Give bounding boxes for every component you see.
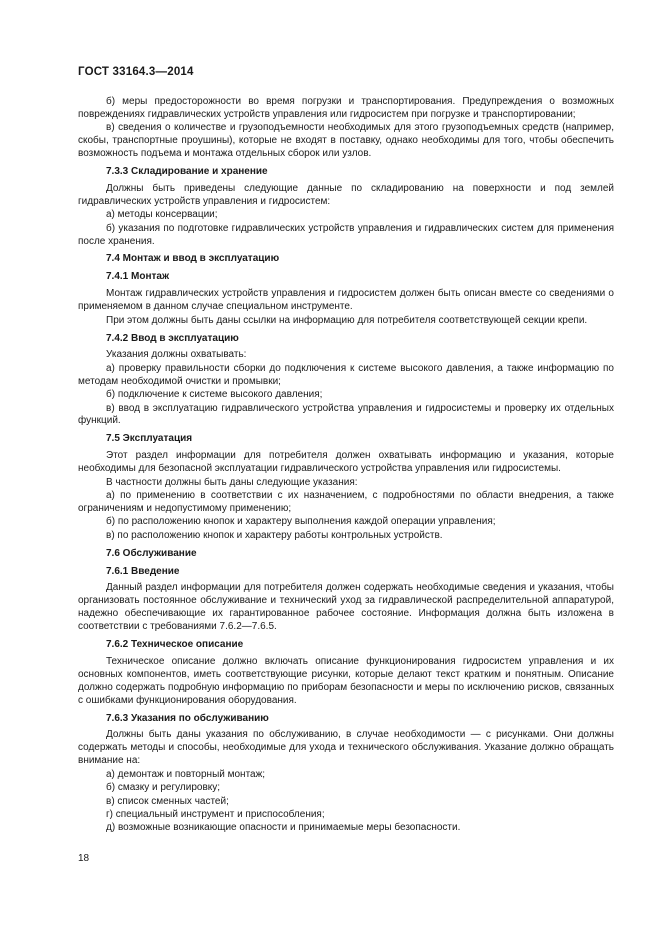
paragraph: а) методы консервации; bbox=[106, 209, 218, 221]
paragraph: а) демонтаж и повторный монтаж; bbox=[106, 768, 266, 780]
document-body bbox=[78, 96, 614, 836]
page-number: 18 bbox=[78, 853, 90, 864]
paragraph: в) список сменных частей; bbox=[106, 795, 229, 807]
paragraph: Должны быть приведены следующие данные по складированию на поверхности и под землей гидравлических устройств управления и гидросистем: bbox=[78, 182, 614, 207]
section-heading: 7.6 Обслуживание bbox=[106, 547, 197, 559]
paragraph: Данный раздел информации для потребителя должен содержать необходимые сведения и указания, чтобы организовать постоянное обслуживание и технический уход за гидравлической распределительной аппаратурой, надежно обеспечивающие их гарантированное рабочее состояние. Информация должна быть изложена в соответствии с требованиями 7.6.2—7.6.5. bbox=[78, 582, 614, 633]
paragraph: а) по применению в соответствии с их назначением, с подробностями по области внедрения, а также ограничениям и недопустимому применению; bbox=[78, 489, 614, 514]
section-heading: 7.6.3 Указания по обслуживанию bbox=[106, 712, 269, 724]
paragraph: В частности должны быть даны следующие указания: bbox=[106, 476, 358, 488]
section-heading: 7.4 Монтаж и ввод в эксплуатацию bbox=[106, 253, 280, 265]
paragraph: б) подключение к системе высокого давления; bbox=[106, 389, 323, 401]
paragraph: При этом должны быть даны ссылки на информацию для потребителя соответствующей секции крепи. bbox=[106, 314, 588, 326]
paragraph: в) по расположению кнопок и характеру работы контрольных устройств. bbox=[106, 529, 443, 541]
paragraph: г) специальный инструмент и приспособления; bbox=[106, 808, 325, 820]
paragraph: Этот раздел информации для потребителя должен охватывать информацию и указания, которые необходимы для безопасной эксплуатации гидравлического устройства управления или гидросистемы. bbox=[78, 450, 614, 475]
paragraph: б) по расположению кнопок и характеру выполнения каждой операции управления; bbox=[106, 516, 496, 528]
paragraph: б) меры предосторожности во время погрузки и транспортирования. Предупреждения о возможных повреждениях гидравлических устройств управления или гидросистем при погрузке и транспортировании; bbox=[78, 96, 614, 120]
section-heading: 7.6.2 Техническое описание bbox=[106, 639, 244, 651]
paragraph: Техническое описание должно включать описание функционирования гидросистем управления и их основных компонентов, иметь соответствующие рисунки, которые делают текст кратким и понятным. Описание должно содержать подробную информацию по приборам безопасности и меры по исключению рисков, связанных с ошибками функционирования оборудования. bbox=[78, 655, 614, 706]
paragraph: а) проверку правильности сборки до подключения к системе высокого давления, а также информацию по методам необходимой очистки и промывки; bbox=[78, 362, 614, 387]
section-heading: 7.4.1 Монтаж bbox=[106, 271, 170, 283]
document-header: ГОСТ 33164.3—2014 bbox=[78, 66, 194, 78]
section-heading: 7.6.1 Введение bbox=[106, 565, 180, 577]
paragraph: Монтаж гидравлических устройств управления и гидросистем должен быть описан вместе со сведениями о применяемом в данном случае специальном инструменте. bbox=[78, 288, 614, 313]
paragraph: б) смазку и регулировку; bbox=[106, 782, 221, 794]
section-heading: 7.3.3 Складирование и хранение bbox=[106, 166, 268, 178]
section-heading: 7.4.2 Ввод в эксплуатацию bbox=[106, 332, 239, 344]
section-heading: 7.5 Эксплуатация bbox=[106, 433, 193, 445]
paragraph: д) возможные возникающие опасности и принимаемые меры безопасности. bbox=[106, 822, 461, 834]
paragraph: в) сведения о количестве и грузоподъемности необходимых для этого грузоподъемных средств (например, скобы, транспортные проушины), которые не входят в поставку, однако необходимы для того, чтобы обеспечить возможность подъема и монтажа отдельных сборок или узлов. bbox=[78, 122, 614, 160]
paragraph: в) ввод в эксплуатацию гидравлического устройства управления и гидросистемы и проверку их отдельных функций. bbox=[78, 402, 614, 427]
paragraph: б) указания по подготовке гидравлических устройств управления и гидравлических систем для применения после хранения. bbox=[78, 222, 614, 247]
paragraph: Указания должны охватывать: bbox=[106, 349, 247, 361]
paragraph: Должны быть даны указания по обслуживанию, в случае необходимости — с рисунками. Они должны содержать методы и способы, необходимые для ухода и технического обслуживания. Указание должно обращать внимание на: bbox=[78, 729, 614, 767]
